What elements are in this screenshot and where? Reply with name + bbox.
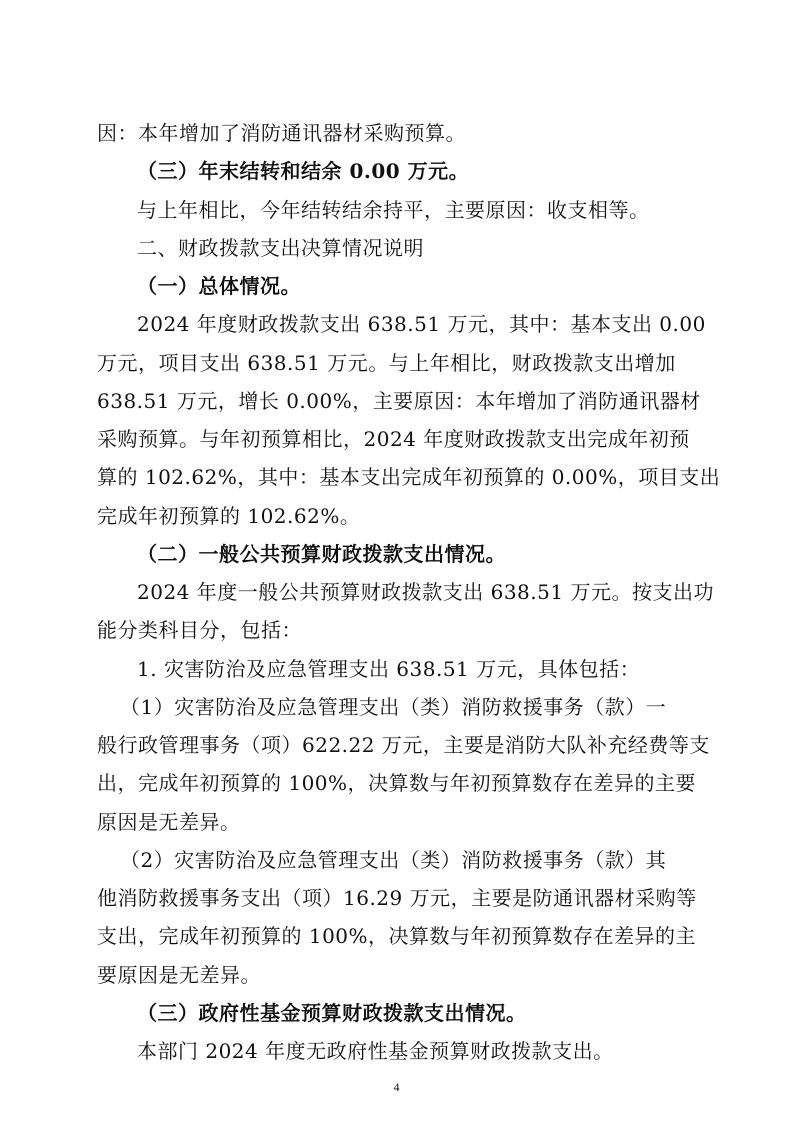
paragraph-line: 要原因是无差异。 — [97, 963, 261, 987]
paragraph-line: 完成年初预算的 102.62%。 — [97, 504, 361, 528]
paragraph-line: 原因是无差异。 — [97, 810, 241, 834]
paragraph-line: 出，完成年初预算的 100%，决算数与年初预算数存在差异的主要 — [97, 771, 697, 795]
paragraph-line: 算的 102.62%，其中：基本支出完成年初预算的 0.00%，项目支出 — [97, 465, 721, 489]
paragraph-line: 能分类科目分，包括： — [97, 618, 302, 642]
paragraph-line: （1）灾害防治及应急管理支出（类）消防救援事务（款）一 — [120, 695, 667, 719]
section-heading: （三）年末结转和结余 0.00 万元。 — [137, 159, 470, 183]
paragraph-line: 采购预算。与年初预算相比，2024 年度财政拨款支出完成年初预 — [97, 427, 690, 451]
paragraph-line: 2024 年度一般公共预算财政拨款支出 638.51 万元。按支出功 — [137, 580, 714, 604]
paragraph-line: 他消防救援事务支出（项）16.29 万元，主要是防通讯器材采购等 — [97, 886, 697, 910]
section-heading: （二）一般公共预算财政拨款支出情况。 — [137, 542, 506, 566]
section-heading: （三）政府性基金预算财政拨款支出情况。 — [137, 1001, 527, 1025]
list-item: 1. 灾害防治及应急管理支出 638.51 万元，具体包括： — [137, 657, 641, 681]
paragraph-line: （2）灾害防治及应急管理支出（类）消防救援事务（款）其 — [120, 848, 667, 872]
paragraph-line: 与上年相比，今年结转结余持平，主要原因：收支相等。 — [137, 198, 650, 222]
paragraph-line: 万元，项目支出 638.51 万元。与上年相比，财政拨款支出增加 — [97, 351, 676, 375]
paragraph-line: 因：本年增加了消防通讯器材采购预算。 — [97, 121, 466, 145]
section-heading: （一）总体情况。 — [137, 274, 301, 298]
paragraph-line: 638.51 万元，增长 0.00%，主要原因：本年增加了消防通讯器材 — [97, 389, 701, 413]
paragraph-line: 般行政管理事务（项）622.22 万元，主要是消防大队补充经费等支 — [97, 733, 710, 757]
paragraph-line: 2024 年度财政拨款支出 638.51 万元，其中：基本支出 0.00 — [137, 312, 706, 336]
paragraph-line: 本部门 2024 年度无政府性基金预算财政拨款支出。 — [137, 1039, 614, 1063]
chapter-heading: 二、财政拨款支出决算情况说明 — [137, 236, 424, 260]
page-number: 4 — [393, 1080, 400, 1094]
paragraph-line: 支出，完成年初预算的 100%，决算数与年初预算数存在差异的主 — [97, 924, 697, 948]
